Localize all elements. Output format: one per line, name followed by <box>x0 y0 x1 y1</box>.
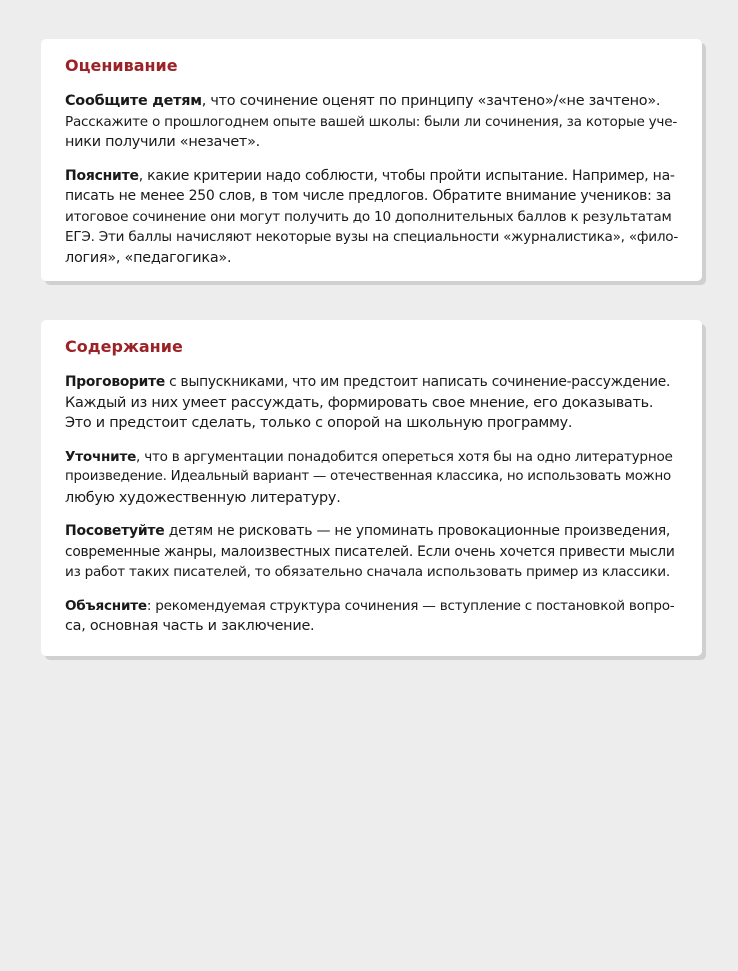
lead-phrase: Сообщите детям <box>65 93 202 109</box>
line-text: , что в аргументации понадобится опереться хотя бы на одно литературное <box>136 448 673 465</box>
text-line: писать не менее 250 слов, в том числе предлогов. Обратите внимание учеников: за <box>65 188 672 204</box>
text-line: Расскажите о прошлогоднем опыте вашей школы: были ли сочинения, за которые уче- <box>65 113 677 130</box>
lead-phrase: Посоветуйте <box>65 523 165 539</box>
text-line: Каждый из них умеет рассуждать, формировать свое мнение, его доказывать. <box>65 394 654 411</box>
paragraph-advise-children <box>65 521 678 583</box>
paragraph-discuss-essay <box>65 372 678 434</box>
card-content <box>41 320 702 656</box>
text-line: Это и предстоит сделать, только с опорой на школьную программу. <box>65 415 573 431</box>
line-text: , что сочинение оценят по принципу «зачтено»/«не зачтено». <box>201 93 661 109</box>
text-line <box>65 372 678 393</box>
paragraph-clarify-argumentation <box>65 447 678 509</box>
line-text: , какие критерии надо соблюсти, чтобы пройти испытание. Например, на- <box>138 167 675 184</box>
paragraph-explain-criteria <box>65 166 678 269</box>
text-line <box>65 447 678 468</box>
text-line: са, основная часть и заключение. <box>65 618 315 634</box>
text-line: ники получили «незачет». <box>65 134 260 150</box>
paragraph-explain-structure <box>65 596 678 637</box>
text-line <box>65 91 678 112</box>
lead-phrase: Поясните <box>65 167 139 184</box>
line-text: с выпускниками, что им предстоит написать сочинение-рассуждение. <box>164 374 671 390</box>
text-line <box>65 596 678 617</box>
paragraph-inform-children <box>65 91 678 153</box>
text-line <box>65 166 678 187</box>
line-text: детям не рисковать — не упоминать провокационные произведения, <box>164 523 671 539</box>
text-line: произведение. Идеальный вариант — отечественная классика, но использовать можно <box>65 469 671 484</box>
text-line: итоговое сочинение они могут получить до 10 дополнительных баллов к результатам <box>65 208 672 225</box>
lead-phrase: Объясните <box>65 597 147 614</box>
text-line: логия», «педагогика». <box>65 249 232 266</box>
text-line: современные жанры, малоизвестных писателей. Если очень хочется привести мысли <box>65 543 675 560</box>
text-line <box>65 521 678 542</box>
lead-phrase: Проговорите <box>65 374 165 390</box>
card-grading <box>41 39 702 281</box>
text-line: ЕГЭ. Эти баллы начисляют некоторые вузы на специальности «журналистика», «фило- <box>65 229 679 245</box>
lead-phrase: Уточните <box>65 448 137 465</box>
line-text: : рекомендуемая структура сочинения — вступление с постановкой вопро- <box>146 597 675 614</box>
text-line: любую художественную литературу. <box>65 489 341 506</box>
text-line: из работ таких писателей, то обязательно сначала использовать пример из классики. <box>65 564 670 580</box>
card-title-grading: Оценивание <box>65 56 178 75</box>
card-title-content: Содержание <box>65 337 183 356</box>
